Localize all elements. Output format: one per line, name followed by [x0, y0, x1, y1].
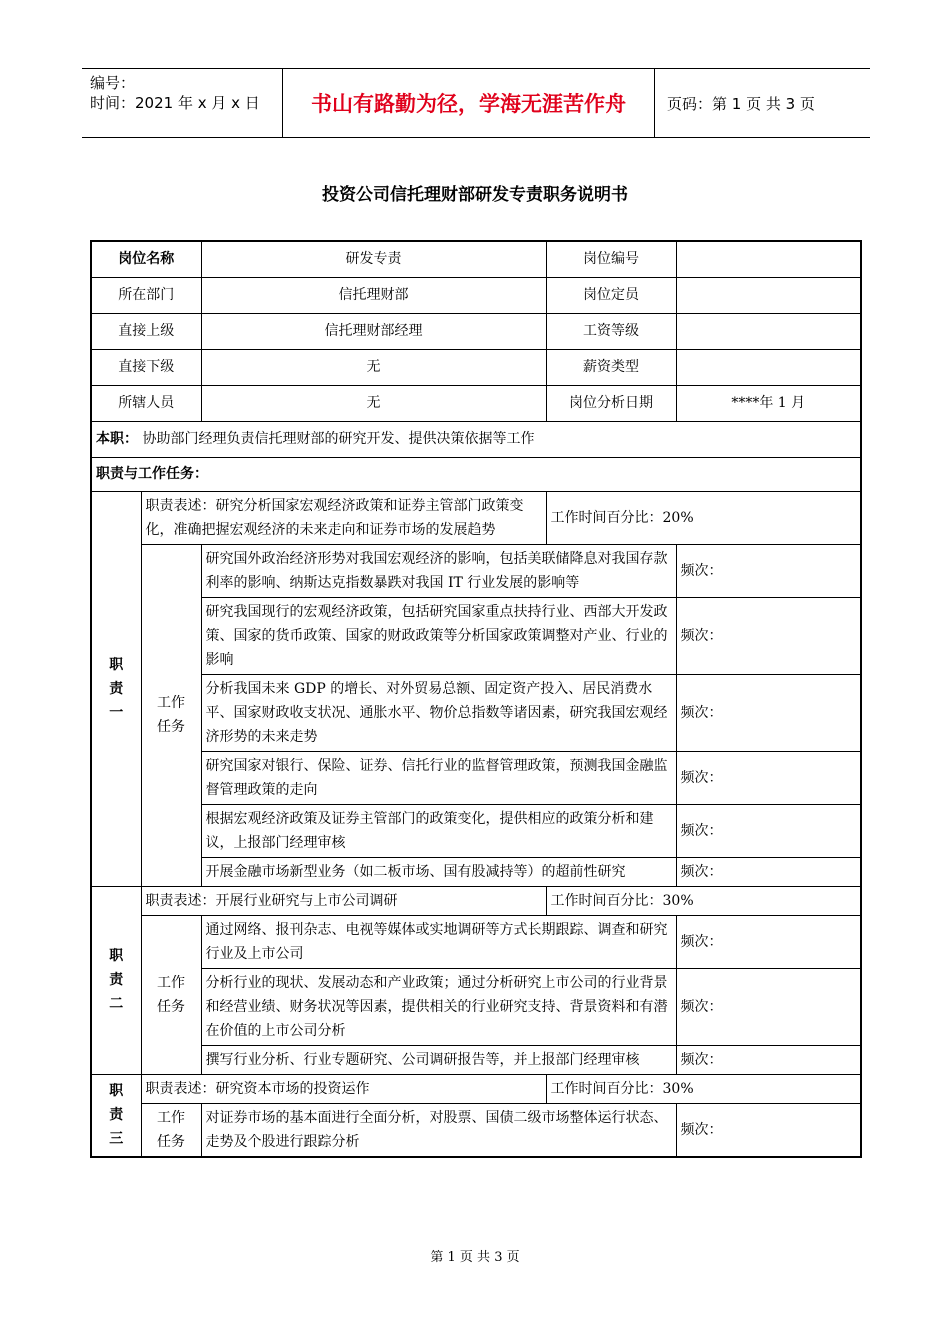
info-label: 所在部门 — [91, 277, 201, 313]
task-label: 工作任务 — [141, 544, 201, 886]
task-frequency: 频次： — [676, 1045, 861, 1074]
duty-description: 职责表述：研究资本市场的投资运作 — [141, 1074, 546, 1103]
task-text: 分析行业的现状、发展动态和产业政策；通过分析研究上市公司的行业背景和经营业绩、财务状况等因素，提供相关的行业研究支持、背景资料和有潜在价值的上市公司分析 — [201, 968, 676, 1045]
task-row — [91, 1103, 861, 1157]
info-value: 无 — [201, 385, 546, 421]
task-frequency: 频次： — [676, 751, 861, 804]
duty-description: 职责表述：开展行业研究与上市公司调研 — [141, 886, 546, 915]
duty-label-char: 责 — [109, 1107, 124, 1123]
duty-label — [91, 491, 141, 886]
info-value — [676, 313, 861, 349]
task-frequency: 频次： — [676, 915, 861, 968]
doc-date: 时间：2021 年 x 月 x 日 — [90, 94, 260, 112]
duties-heading: 职责与工作任务： — [91, 457, 861, 491]
duty-label-char: 责 — [109, 972, 124, 988]
info-label: 岗位名称 — [91, 241, 201, 277]
duty-description-row — [91, 886, 861, 915]
header-page-code: 页码：第 1 页 共 3 页 — [667, 94, 815, 113]
task-text: 研究我国现行的宏观经济政策，包括研究国家重点扶持行业、西部大开发政策、国家的货币政策、国家的财政政策等分析国家政策调整对产业、行业的影响 — [201, 597, 676, 674]
info-value: ****年 1 月 — [676, 385, 861, 421]
task-frequency: 频次： — [676, 674, 861, 751]
duty-time-percent: 工作时间百分比：20% — [546, 491, 861, 544]
info-value: 研发专责 — [201, 241, 546, 277]
task-row — [91, 915, 861, 968]
page-title: 投资公司信托理财部研发专责职务说明书 — [322, 185, 628, 205]
duty-summary — [91, 421, 861, 457]
header-meta — [82, 69, 282, 137]
task-text: 通过网络、报刊杂志、电视等媒体或实地调研等方式长期跟踪、调查和研究行业及上市公司 — [201, 915, 676, 968]
info-value — [676, 349, 861, 385]
duty-description-row — [91, 1074, 861, 1103]
task-row — [91, 968, 861, 1045]
task-frequency: 频次： — [676, 1103, 861, 1157]
info-label: 岗位分析日期 — [546, 385, 676, 421]
task-row — [91, 857, 861, 886]
duty-label-char: 职 — [109, 948, 124, 964]
task-text: 研究国家对银行、保险、证券、信托行业的监督管理政策，预测我国金融监督管理政策的走向 — [201, 751, 676, 804]
info-value — [676, 241, 861, 277]
task-text: 开展金融市场新型业务（如二板市场、国有股减持等）的超前性研究 — [201, 857, 676, 886]
info-label: 直接上级 — [91, 313, 201, 349]
task-row — [91, 544, 861, 597]
page-header — [82, 68, 870, 138]
header-slogan: 书山有路勤为径，学海无涯苦作舟 — [282, 69, 655, 137]
duty-label-char: 一 — [109, 704, 124, 721]
task-row — [91, 1045, 861, 1074]
page-footer: 第 1 页 共 3 页 — [430, 1250, 520, 1265]
info-value: 信托理财部 — [201, 277, 546, 313]
duty-label-char: 责 — [109, 680, 124, 697]
info-value: 无 — [201, 349, 546, 385]
task-frequency: 频次： — [676, 857, 861, 886]
info-value: 信托理财部经理 — [201, 313, 546, 349]
duty-label — [91, 1074, 141, 1157]
duty-description-row — [91, 491, 861, 544]
duty-summary-text: 协助部门经理负责信托理财部的研究开发、提供决策依据等工作 — [142, 431, 535, 447]
task-frequency: 频次： — [676, 597, 861, 674]
info-label: 直接下级 — [91, 349, 201, 385]
duty-label-char: 职 — [109, 1083, 124, 1099]
duty-label-char: 三 — [109, 1131, 124, 1147]
task-text: 对证券市场的基本面进行全面分析，对股票、国债二级市场整体运行状态、走势及个股进行跟踪分析 — [201, 1103, 676, 1157]
task-text: 根据宏观经济政策及证券主管部门的政策变化，提供相应的政策分析和建议，上报部门经理审核 — [201, 804, 676, 857]
info-value — [676, 277, 861, 313]
task-row — [91, 597, 861, 674]
task-row — [91, 674, 861, 751]
duty-label — [91, 886, 141, 1074]
duty-label-char: 二 — [109, 996, 124, 1012]
duty-time-percent: 工作时间百分比：30% — [546, 1074, 861, 1103]
task-row — [91, 751, 861, 804]
duty-summary-label: 本职： — [96, 431, 138, 447]
task-label: 工作任务 — [141, 1103, 201, 1157]
doc-number-label: 编号： — [90, 74, 136, 92]
task-frequency: 频次： — [676, 968, 861, 1045]
info-label: 薪资类型 — [546, 349, 676, 385]
job-description-table — [90, 240, 862, 1158]
task-text: 研究国外政治经济形势对我国宏观经济的影响，包括美联储降息对我国存款利率的影响、纳斯达克指数暴跌对我国 IT 行业发展的影响等 — [201, 544, 676, 597]
task-text: 分析我国未来 GDP 的增长、对外贸易总额、固定资产投入、居民消费水平、国家财政收支状况、通胀水平、物价总指数等诸因素，研究我国宏观经济形势的未来走势 — [201, 674, 676, 751]
duty-label-char: 职 — [109, 656, 124, 673]
info-label: 岗位定员 — [546, 277, 676, 313]
task-text: 撰写行业分析、行业专题研究、公司调研报告等，并上报部门经理审核 — [201, 1045, 676, 1074]
info-label: 岗位编号 — [546, 241, 676, 277]
task-label: 工作任务 — [141, 915, 201, 1074]
info-label: 工资等级 — [546, 313, 676, 349]
info-label: 所辖人员 — [91, 385, 201, 421]
task-frequency: 频次： — [676, 544, 861, 597]
task-row — [91, 804, 861, 857]
duty-time-percent: 工作时间百分比：30% — [546, 886, 861, 915]
task-frequency: 频次： — [676, 804, 861, 857]
duty-description: 职责表述：研究分析国家宏观经济政策和证券主管部门政策变化，准确把握宏观经济的未来走向和证券市场的发展趋势 — [141, 491, 546, 544]
